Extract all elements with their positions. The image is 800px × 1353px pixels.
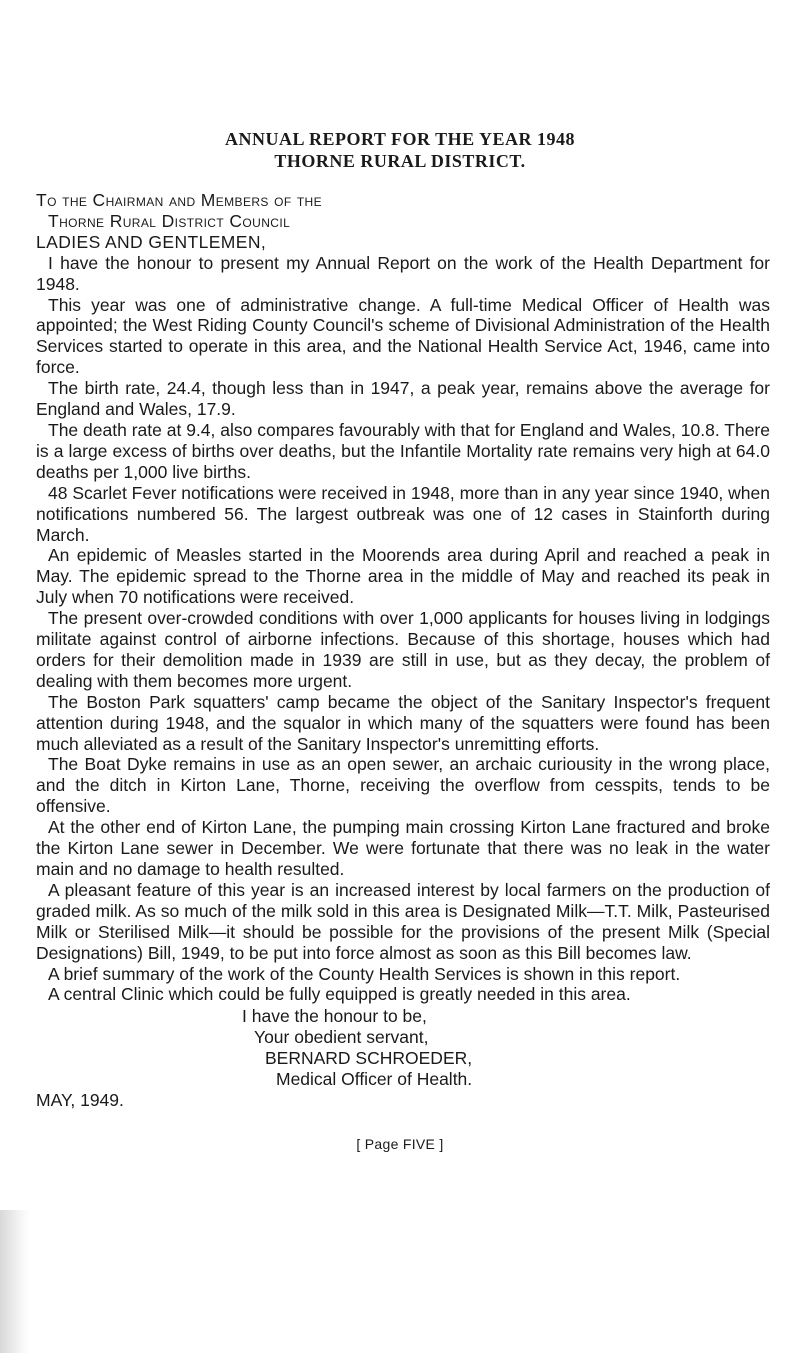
page-number: [ Page FIVE ] [356,1136,444,1152]
report-date: MAY, 1949. [36,1090,124,1110]
paragraph: This year was one of administrative change. A full-time Medical Officer of Health was appointed; the West Riding County Council's scheme of Divisional Administration of the Health Services started to operate in this area, and the National Health Service Act, 1946, came into force. [36,294,770,378]
report-subtitle: THORNE RURAL DISTRICT. [274,151,526,171]
paragraph: 48 Scarlet Fever notifications were received in 1948, more than in any year since 1940, when notifications numbered 56. The largest outbreak was one of 12 cases in Stainforth during March. [36,482,770,545]
paragraph: A pleasant feature of this year is an increased interest by local farmers on the production of graded milk. As so much of the milk sold in this area is Designated Milk—T.T. Milk, Pasteurised Milk or Sterilised Milk—it should be possible for the provisions of the present Milk (Special Designations) Bill, 1949, to be put into force almost as soon as this Bill becomes law. [36,879,770,963]
report-title: ANNUAL REPORT FOR THE YEAR 1948 [224,129,576,149]
paragraph: The death rate at 9.4, also compares favourably with that for England and Wales, 10.8. There is a large excess of births over deaths, but the Infantile Mortality rate remains very high at 64.0 deaths per 1,000 live births. [36,419,770,482]
paragraph: The Boat Dyke remains in use as an open sewer, an archaic curiousity in the wrong place, and the ditch in Kirton Lane, Thorne, receiving the overflow from cesspits, tends to be offensive. [36,754,770,817]
report-header [0,128,800,172]
salutation: LADIES AND GENTLEMEN, [36,231,267,252]
paragraph: An epidemic of Measles started in the Moorends area during April and reached a peak in May. The epidemic spread to the Thorne area in the middle of May and reached its peak in July when 70 notifications were received. [36,545,770,608]
paragraph: At the other end of Kirton Lane, the pumping main crossing Kirton Lane fractured and broke the Kirton Lane sewer in December. We were fortunate that there was no leak in the water main and no damage to health resulted. [36,817,770,879]
paragraph: A brief summary of the work of the County Health Services is shown in this report. [48,963,681,984]
paragraph: The birth rate, 24.4, though less than in 1947, a peak year, remains above the average for England and Wales, 17.9. [36,378,770,420]
address-line-1: To the Chairman and Members of the [36,190,323,210]
signatory-role: Medical Officer of Health. [276,1068,473,1089]
page-edge-shadow [0,1210,30,1353]
paragraph: A central Clinic which could be fully equipped is greatly needed in this area. [48,984,631,1005]
signature-line-servant: Your obedient servant, [254,1026,429,1047]
paragraph: I have the honour to present my Annual Report on the work of the Health Department for 1948. [36,252,770,294]
signature-block [36,1006,770,1090]
letter-body [36,190,770,1005]
paragraph: The Boston Park squatters' camp became the object of the Sanitary Inspector's frequent attention during 1948, and the squalor in which many of the squatters were found has been much alleviated as a result of the Sanitary Inspector's unremitting efforts. [36,691,770,754]
signatory-name: BERNARD SCHROEDER, [265,1047,473,1068]
address-line-2: Thorne Rural District Council [48,210,291,231]
signature-line-honour: I have the honour to be, [242,1006,427,1026]
paragraph: The present over-crowded conditions with over 1,000 applicants for houses living in lodgings militate against control of airborne infections. Because of this shortage, houses which had orders for their demolition made in 1939 are still in use, but as they decay, the problem of dealing with them becomes more urgent. [36,608,770,691]
